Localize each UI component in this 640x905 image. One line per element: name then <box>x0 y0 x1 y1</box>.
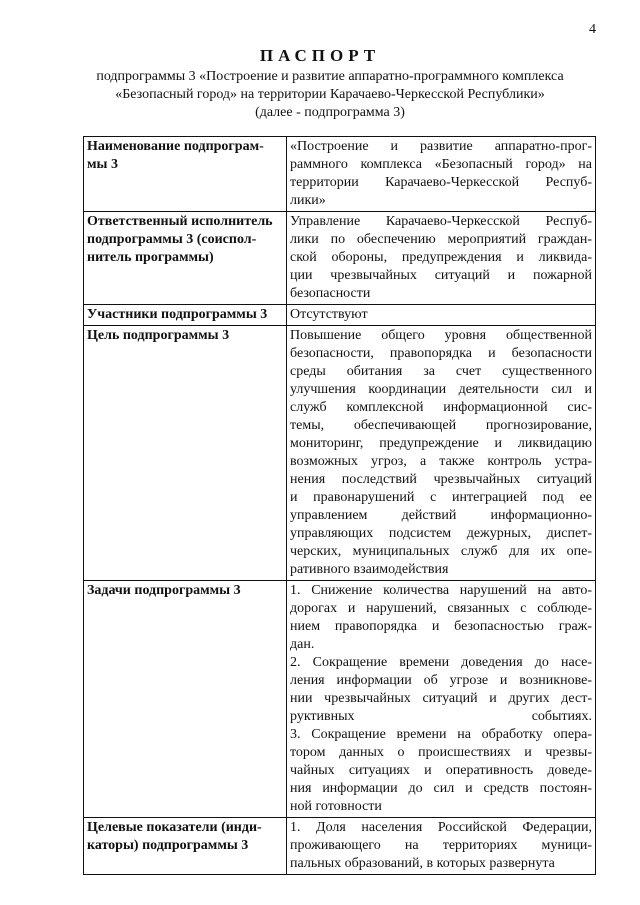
label-line: Цель подпрограммы 3 <box>87 328 230 343</box>
row-value <box>287 137 596 212</box>
row-label <box>84 137 287 212</box>
subtitle-line: «Безопасный город» на территории Карачаево-Черкесской Республики» <box>115 87 545 102</box>
label-line: Задачи подпрограммы 3 <box>87 583 241 598</box>
value-line: Повышение общего уровня общественной <box>290 328 592 343</box>
value-line: 3. Сокращение времени на обработку опера- <box>290 727 592 742</box>
value-line: 1. Снижение количества нарушений на авто- <box>290 583 592 598</box>
value-line: и правонарушений с интеграцией под ее <box>290 490 592 505</box>
label-line: подпрограммы 3 (соиспол- <box>87 232 257 247</box>
value-line: дорогах и нарушений, связанных с соблюде- <box>290 601 592 616</box>
row-label <box>84 212 287 305</box>
value-line: ции чрезвычайных ситуаций и пожарной <box>290 268 592 283</box>
value-line: тором данных о происшествиях и чрезвы- <box>290 745 592 760</box>
value-line: улучшения координации деятельности сил и <box>290 382 592 397</box>
value-line: нения последствий чрезвычайных ситуаций <box>290 472 592 487</box>
value-line: черских, муниципальных служб для их опе- <box>290 544 592 559</box>
label-line: Наименование подпрограм- <box>87 139 264 154</box>
value-line: ления информации об угрозе и возникнове- <box>290 673 592 688</box>
row-value <box>287 818 596 875</box>
value-line: возможных угроз, а также контроль устра- <box>290 454 592 469</box>
row-value <box>287 581 596 818</box>
value-line: мониторинг, предупреждение и ликвидацию <box>290 436 592 451</box>
value-line: Отсутствуют <box>290 307 368 322</box>
value-line: Управление Карачаево-Черкесской Респуб- <box>290 214 592 229</box>
label-line: нитель программы) <box>87 250 214 265</box>
page-number: 4 <box>589 22 596 37</box>
document-title: ПАСПОРТ <box>259 46 381 65</box>
value-line: чайных ситуациях и оперативность доведе- <box>290 763 592 778</box>
value-line: ной готовности <box>290 799 382 814</box>
value-line: ративного взаимодействия <box>290 562 449 577</box>
value-line: нием правопорядка и безопасностью граж- <box>290 619 592 634</box>
value-line: раммного комплекса «Безопасный город» на <box>290 157 592 172</box>
label-line: каторы) подпрограммы 3 <box>87 838 249 853</box>
value-line: управляющих подсистем дежурных, диспет- <box>290 526 592 541</box>
row-value <box>287 326 596 581</box>
value-line: среды обитания за счет существенного <box>290 364 592 379</box>
row-value <box>287 212 596 305</box>
value-line: проживающего на территориях муници- <box>290 838 592 853</box>
value-line: территории Карачаево-Черкесской Респуб- <box>290 175 592 190</box>
table-row <box>84 581 596 818</box>
table-row <box>84 137 596 212</box>
value-line: управлением действий информационно- <box>290 508 592 523</box>
table-row <box>84 305 596 326</box>
row-value <box>287 305 596 326</box>
label-line: Целевые показатели (инди- <box>87 820 262 835</box>
value-line: 1. Доля населения Российской Федерации, <box>290 820 592 835</box>
value-line: лики» <box>290 193 326 208</box>
value-line: лики по обеспечению мероприятий граждан- <box>290 232 592 247</box>
row-label <box>84 581 287 818</box>
row-label <box>84 326 287 581</box>
value-line: 2. Сокращение времени доведения до насе- <box>290 655 592 670</box>
value-line: руктивных событиях. <box>290 709 592 724</box>
subtitle-line: (далее - подпрограмма 3) <box>255 105 405 120</box>
label-line: мы 3 <box>87 157 118 172</box>
value-line: пальных образований, в которых развернута <box>290 856 555 871</box>
table-row <box>84 212 596 305</box>
value-line: ния информации до сил и средств постоян- <box>290 781 592 796</box>
subtitle-line: подпрограммы 3 «Построение и развитие аппаратно-программного комплекса <box>96 69 564 84</box>
value-line: служб комплексной информационной сис- <box>290 400 592 415</box>
value-line: безопасности <box>290 286 371 301</box>
label-line: Ответственный исполнитель <box>87 214 273 229</box>
value-line: безопасности, правопорядка и безопасности <box>290 346 592 361</box>
table-row <box>84 326 596 581</box>
row-label <box>84 818 287 875</box>
value-line: ской обороны, предупреждения и ликвида- <box>290 250 592 265</box>
passport-table <box>83 136 596 875</box>
value-line: нии чрезвычайных ситуаций и других дест- <box>290 691 592 706</box>
value-line: темы, обеспечивающей прогнозирование, <box>290 418 592 433</box>
label-line: Участники подпрограммы 3 <box>87 307 268 322</box>
value-line: «Построение и развитие аппаратно-прог- <box>290 139 592 154</box>
document-subtitle <box>40 68 620 122</box>
row-label <box>84 305 287 326</box>
table-row <box>84 818 596 875</box>
value-line: дан. <box>290 637 315 652</box>
